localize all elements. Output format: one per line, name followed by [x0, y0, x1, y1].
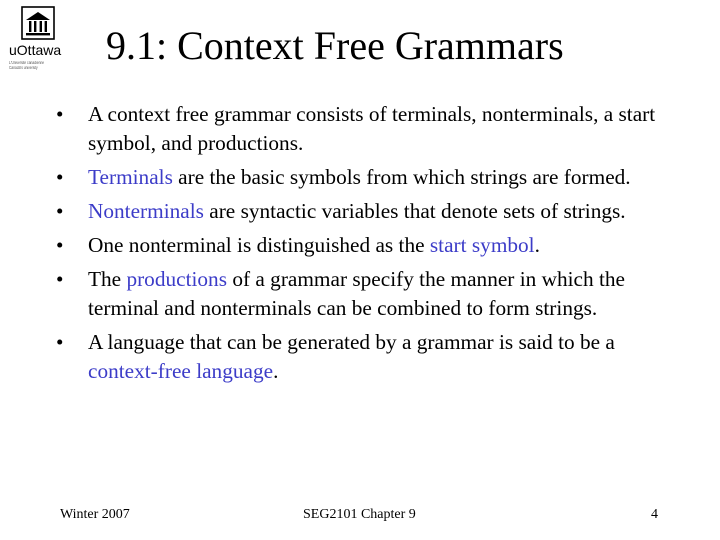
- bullet-text: .: [273, 359, 279, 383]
- bullet-term: Nonterminals: [88, 199, 204, 223]
- bullet-icon: •: [56, 199, 64, 223]
- logo-tagline: [9, 61, 65, 71]
- bullet-icon: •: [56, 165, 64, 189]
- footer-date: Winter 2007: [60, 507, 130, 522]
- bullet-text: One nonterminal is distinguished as the: [88, 233, 430, 257]
- bullet-item: [56, 100, 676, 158]
- bullet-text: The: [88, 267, 127, 291]
- bullet-icon: •: [56, 267, 64, 291]
- bullet-item: [56, 265, 676, 323]
- bullet-item: [56, 231, 676, 260]
- bullet-list: [56, 100, 676, 391]
- bullet-icon: •: [56, 102, 64, 126]
- university-logo: [6, 6, 72, 72]
- slide-title: 9.1: Context Free Grammars: [106, 23, 564, 68]
- bullet-text: are the basic symbols from which strings are formed.: [172, 165, 631, 189]
- bullet-icon: •: [56, 330, 64, 354]
- bullet-text: of a grammar specify the manner in which the terminal and nonterminals can be combined to form strings.: [88, 267, 625, 320]
- footer-page-number: 4: [651, 507, 658, 522]
- bullet-text: are syntactic variables that denote sets of strings.: [203, 199, 626, 223]
- bullet-term: start symbol: [429, 233, 535, 257]
- bullet-text: A language that can be generated by a grammar is said to be a: [88, 330, 615, 354]
- bullet-item: [56, 197, 676, 226]
- university-crest-icon: [21, 6, 55, 40]
- bullet-term: productions: [126, 267, 227, 291]
- bullet-text: .: [534, 233, 540, 257]
- bullet-term: Terminals: [88, 165, 173, 189]
- bullet-item: [56, 163, 676, 192]
- logo-tagline-line: L'Université canadienne: [9, 61, 45, 66]
- logo-tagline-line: Canada's university: [9, 66, 38, 71]
- bullet-term: context-free language: [88, 359, 274, 383]
- bullet-item: [56, 328, 676, 386]
- bullet-text: A context free grammar consists of terminals, nonterminals, a start symbol, and productions.: [88, 102, 656, 155]
- footer-course: SEG2101 Chapter 9: [303, 507, 416, 522]
- logo-wordmark: uOttawa: [9, 42, 62, 58]
- bullet-icon: •: [56, 233, 64, 257]
